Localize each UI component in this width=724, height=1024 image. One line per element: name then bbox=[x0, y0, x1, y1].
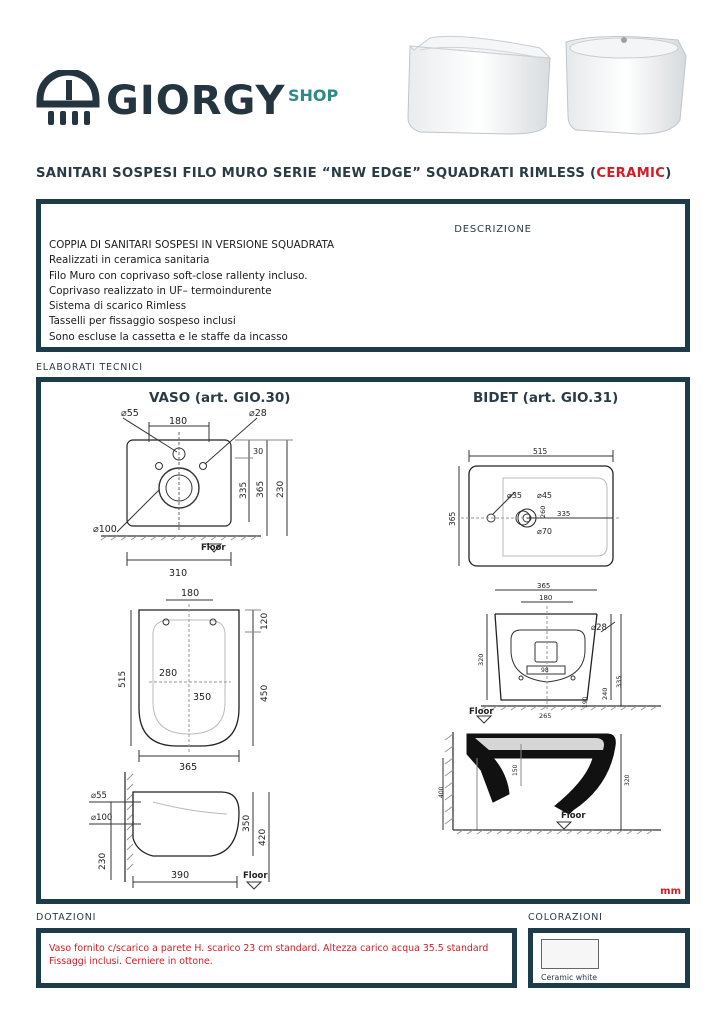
dim-label: 335 bbox=[615, 675, 623, 688]
description-line: Coprivaso realizzato in UF– termoindurente bbox=[49, 284, 272, 297]
dim-label: 240 bbox=[601, 687, 609, 700]
title-accent: CERAMIC bbox=[596, 166, 666, 181]
dim-label: 365 bbox=[179, 762, 198, 773]
dim-label: 230 bbox=[98, 852, 108, 870]
technical-drawings-panel bbox=[36, 377, 690, 904]
dim-label: 230 bbox=[276, 480, 286, 498]
dim-label: 365 bbox=[537, 582, 551, 590]
dim-label: 515 bbox=[118, 670, 128, 688]
technical-section-label: ELABORATI TECNICI bbox=[36, 362, 143, 373]
description-list bbox=[49, 238, 334, 345]
page-title bbox=[36, 166, 672, 181]
description-heading: DESCRIZIONE bbox=[454, 224, 532, 235]
dim-label: 320 bbox=[624, 774, 631, 786]
colorazioni-label: COLORAZIONI bbox=[528, 912, 603, 923]
dim-label: ⌀100 bbox=[91, 813, 113, 823]
floor-label: Floor bbox=[201, 543, 226, 553]
bidet-front-view bbox=[477, 590, 661, 723]
dim-label: 390 bbox=[171, 870, 190, 881]
description-line: Sono escluse la cassetta e le staffe da incasso bbox=[49, 330, 288, 343]
dim-label: 365 bbox=[448, 511, 457, 526]
dim-label: ⌀28 bbox=[249, 408, 267, 419]
dim-label: ⌀100 bbox=[93, 524, 117, 535]
dim-label: 515 bbox=[533, 447, 548, 456]
dim-label: ⌀45 bbox=[537, 491, 552, 500]
dotazioni-line: Fissaggi inclusi. Cerniere in ottone. bbox=[49, 956, 213, 967]
dim-label: 320 bbox=[477, 653, 485, 666]
floor-label: Floor bbox=[469, 707, 494, 717]
dim-label: 280 bbox=[159, 668, 178, 679]
swatch-label: Ceramic white bbox=[541, 973, 598, 982]
floor-label: Floor bbox=[243, 871, 268, 881]
technical-drawing bbox=[41, 382, 685, 899]
dim-label: 180 bbox=[181, 588, 200, 599]
brand-name: GIORGY bbox=[106, 78, 286, 124]
dim-label: 350 bbox=[193, 692, 212, 703]
dotazioni-line: Vaso fornito c/scarico a parete H. scarico 23 cm standard. Altezza carico acqua 35.5 standard bbox=[49, 943, 489, 954]
dim-label: 450 bbox=[260, 684, 270, 702]
shower-logo-icon bbox=[36, 70, 100, 126]
title-text: SANITARI SOSPESI FILO MURO SERIE “NEW EDGE” SQUADRATI RIMLESS ( bbox=[36, 166, 597, 181]
dim-label: 120 bbox=[260, 612, 270, 630]
floor-label: Floor bbox=[561, 811, 586, 821]
description-line: Filo Muro con coprivaso soft-close rallenty incluso. bbox=[49, 269, 308, 282]
description-line: COPPIA DI SANITARI SOSPESI IN VERSIONE SQUADRATA bbox=[49, 239, 335, 251]
dotazioni-panel bbox=[36, 928, 517, 988]
brand-logo bbox=[36, 70, 356, 126]
dim-label: 260 bbox=[539, 505, 547, 518]
toilet-photo bbox=[400, 28, 552, 140]
dim-label: ⌀55 bbox=[121, 408, 139, 419]
dim-label: ⌀55 bbox=[91, 791, 107, 801]
dim-label: 335 bbox=[557, 510, 571, 518]
dim-label: ⌀28 bbox=[591, 623, 607, 633]
brand-suffix: SHOP bbox=[288, 86, 339, 105]
dim-label: 310 bbox=[169, 568, 188, 579]
dim-label: 150 bbox=[512, 764, 519, 776]
unit-label: mm bbox=[660, 886, 681, 897]
description-panel bbox=[36, 199, 690, 352]
dim-label: 265 bbox=[539, 712, 552, 720]
dim-label: 335 bbox=[239, 481, 249, 499]
dotazioni-label: DOTAZIONI bbox=[36, 912, 97, 923]
title-close: ) bbox=[665, 166, 672, 181]
dim-label: ⌀70 bbox=[537, 527, 552, 536]
bidet-title: BIDET (art. GIO.31) bbox=[473, 390, 619, 406]
color-swatch[interactable] bbox=[541, 939, 599, 969]
dim-label: 350 bbox=[242, 814, 252, 832]
description-line: Tasselli per fissaggio sospeso inclusi bbox=[49, 315, 236, 328]
dim-label: 180 bbox=[539, 594, 553, 602]
dim-label: ⌀35 bbox=[507, 491, 522, 500]
dotazioni-text bbox=[49, 942, 488, 968]
colorazioni-panel bbox=[528, 928, 690, 988]
vaso-plan-view bbox=[131, 600, 261, 762]
dim-label: 98 bbox=[541, 667, 549, 674]
vaso-title: VASO (art. GIO.30) bbox=[149, 390, 291, 406]
bidet-photo bbox=[560, 28, 690, 140]
dim-label: 190 bbox=[582, 696, 589, 708]
dim-label: 400 bbox=[438, 786, 445, 798]
dim-label: 365 bbox=[256, 480, 266, 498]
dim-label: 420 bbox=[258, 828, 268, 846]
description-line: Realizzati in ceramica sanitaria bbox=[49, 254, 210, 267]
dim-label: 180 bbox=[169, 416, 188, 427]
description-line: Sistema di scarico Rimless bbox=[49, 300, 187, 313]
dim-label: 30 bbox=[253, 447, 264, 456]
